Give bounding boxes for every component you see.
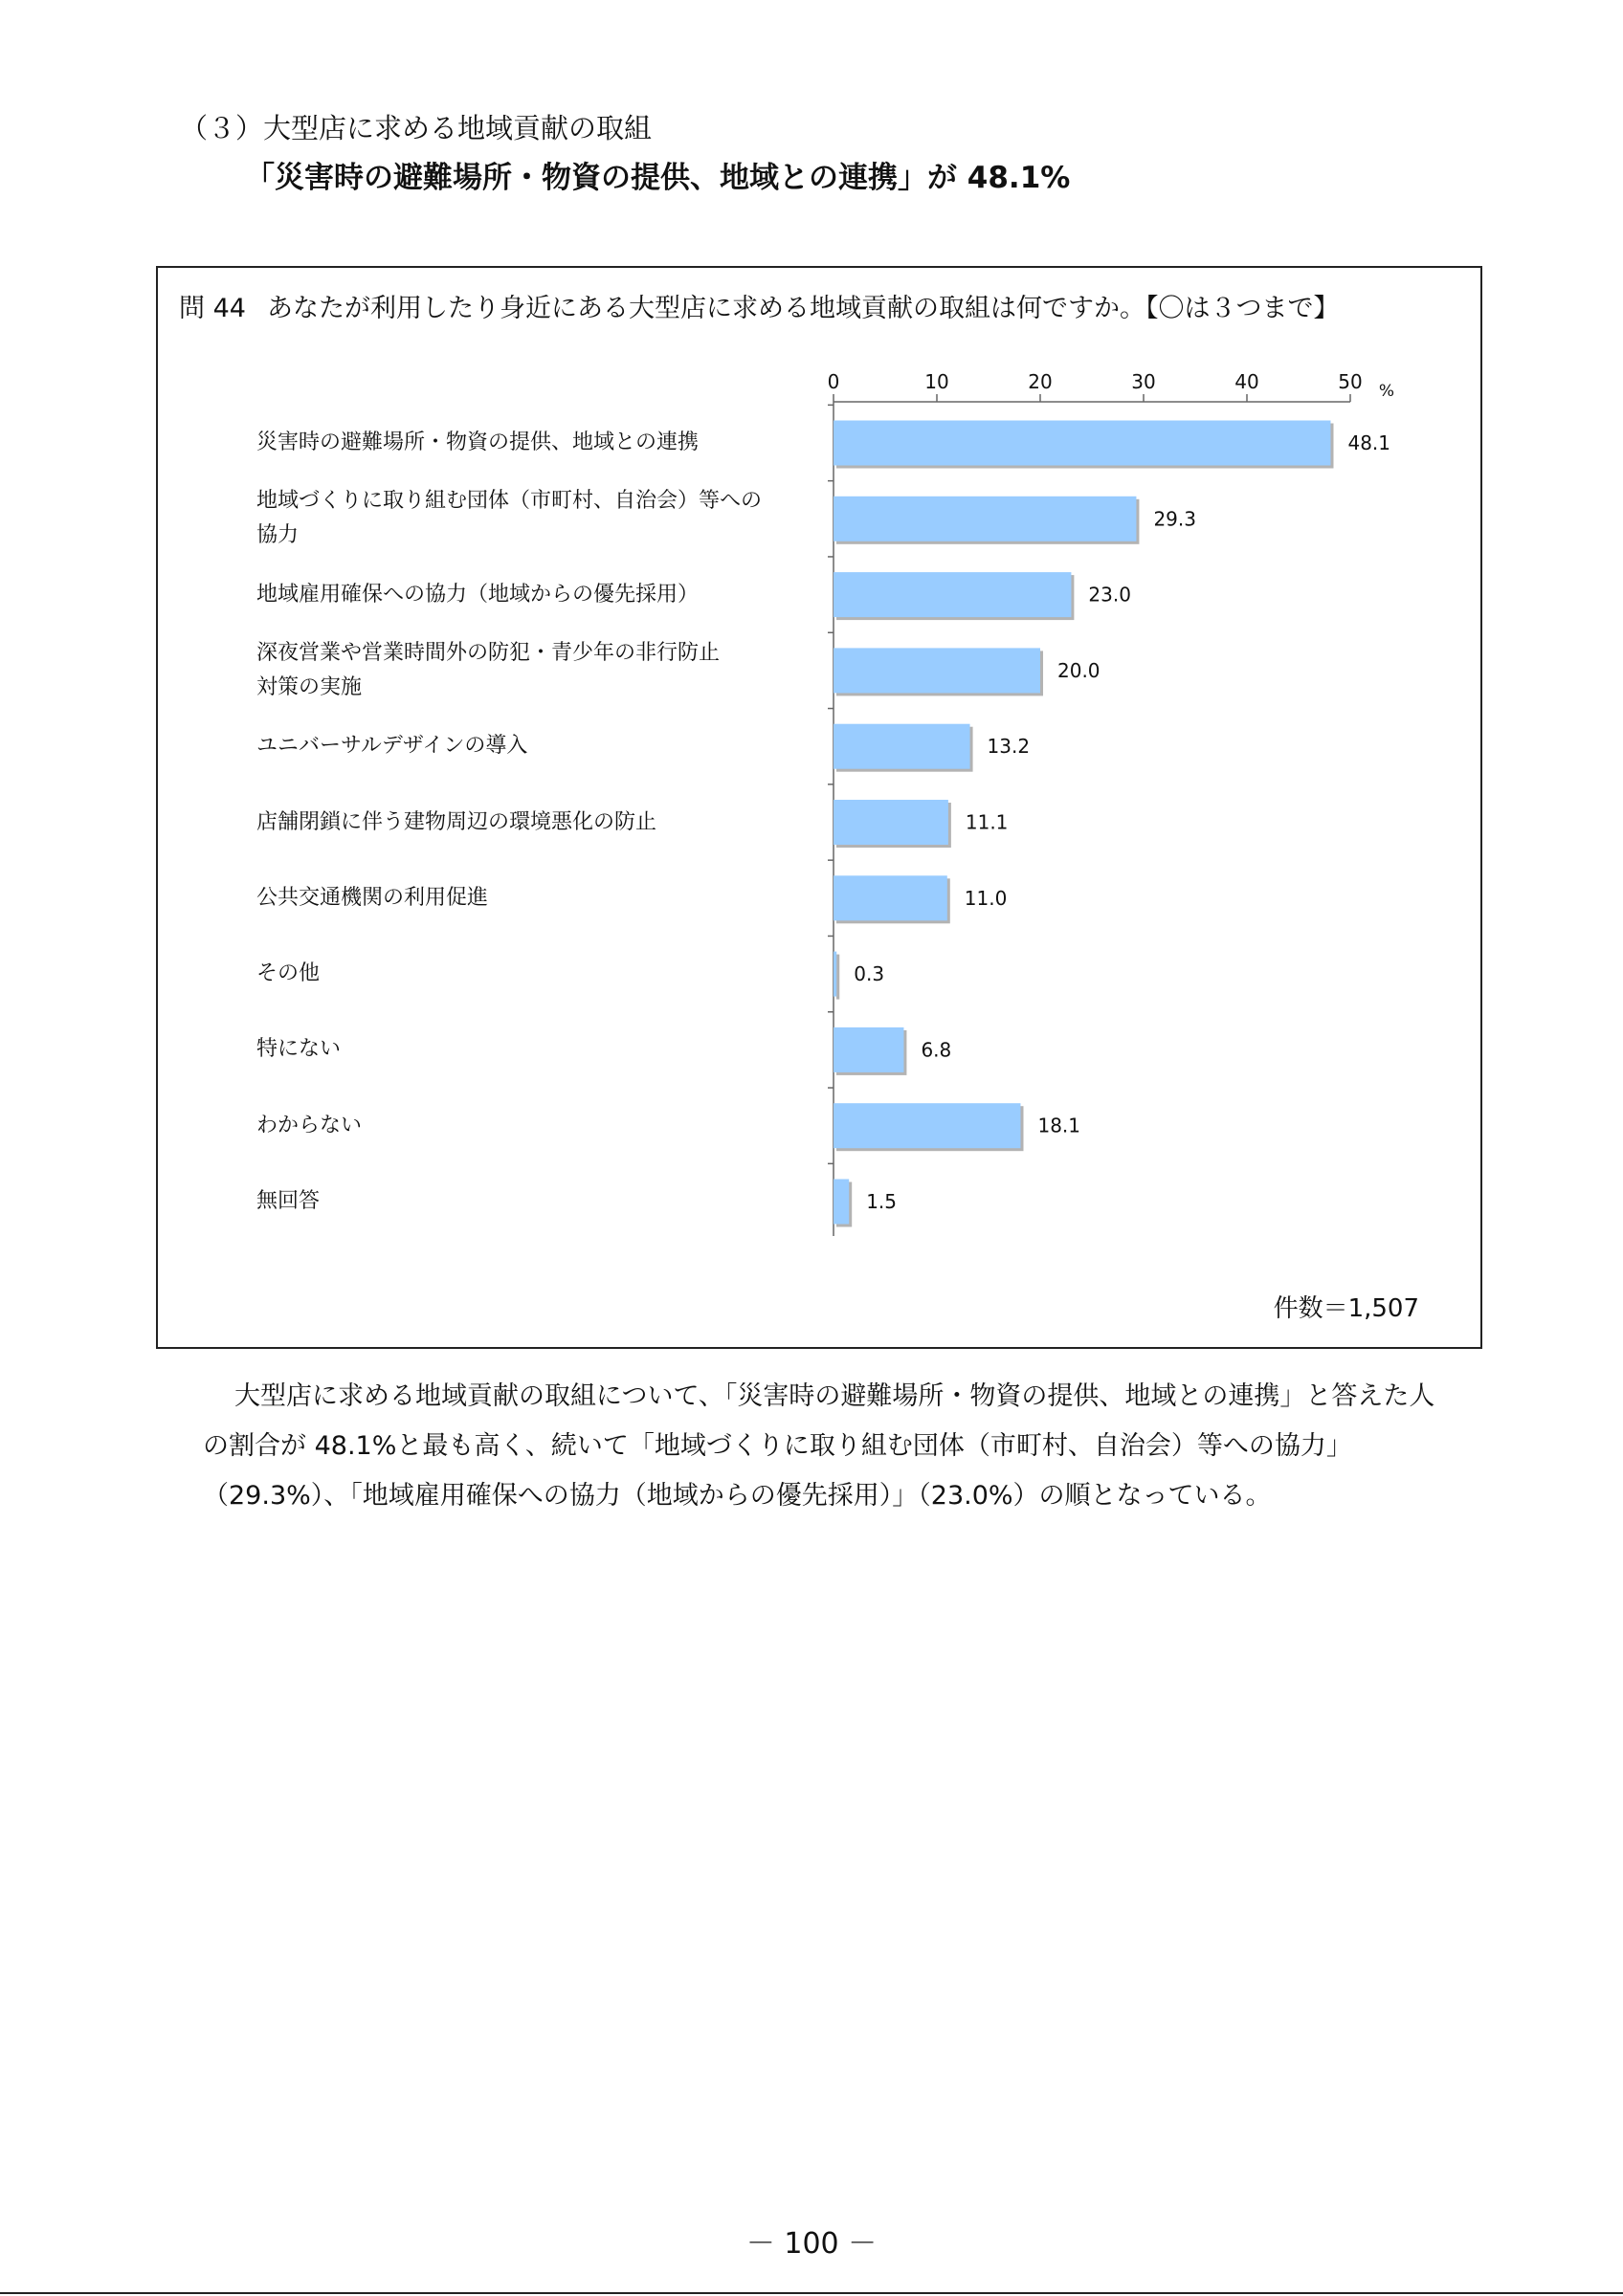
category-label-line: 店舗閉鎖に伴う建物周辺の環境悪化の防止	[256, 809, 657, 834]
bar	[834, 952, 836, 997]
value-label: 1.5	[866, 1190, 898, 1213]
headline: 「災害時の避難場所・物資の提供、地域との連携」が 48.1%	[245, 161, 1071, 195]
value-label: 29.3	[1153, 507, 1196, 531]
category-label-line: 協力	[256, 523, 300, 548]
sample-size: 件数＝1,507	[1273, 1294, 1419, 1323]
question-text: あなたが利用したり身近にある大型店に求める地域貢献の取組は何ですか。【〇は３つまで】	[266, 294, 1340, 323]
value-label: 48.1	[1347, 431, 1391, 454]
x-tick-label: 50	[1338, 370, 1363, 393]
bar	[834, 1103, 1020, 1148]
value-label: 13.2	[987, 735, 1031, 759]
value-label: 11.0	[964, 886, 1008, 910]
x-tick-label: 30	[1131, 370, 1156, 393]
category-label-line: 特にない	[256, 1037, 342, 1062]
bar	[834, 572, 1071, 617]
category-label-line: 地域雇用確保への協力（地域からの優先採用）	[256, 582, 700, 607]
bar	[834, 1027, 903, 1072]
bar-chart	[158, 268, 1480, 1347]
bar	[834, 421, 1330, 466]
category-label-line: 災害時の避難場所・物資の提供、地域との連携	[256, 430, 700, 454]
section-heading: （３）大型店に求める地域貢献の取組	[180, 112, 653, 144]
question-number: 問 44	[179, 294, 246, 323]
x-tick-label: 0	[827, 370, 840, 393]
category-label-line: 対策の実施	[256, 674, 363, 699]
body-paragraph: 大型店に求める地域貢献の取組について、「災害時の避難場所・物資の提供、地域との連携」と答えた人の割合が 48.1%と最も高く、続いて「地域づくりに取り組む団体（市町村、自治会）等への協力」（29.3%）、「地域雇用確保への協力（地域からの優先採用）」（23.0%）の順となっている。	[203, 1381, 1435, 1511]
x-tick-label: 40	[1234, 370, 1259, 393]
bar	[834, 875, 947, 920]
x-tick-label: 10	[924, 370, 949, 393]
category-label-line: ユニバーサルデザインの導入	[256, 734, 528, 759]
value-label: 11.1	[965, 810, 1009, 834]
category-label-line: 深夜営業や営業時間外の防犯・青少年の非行防止	[256, 640, 721, 665]
value-label: 23.0	[1088, 583, 1131, 607]
bar	[834, 800, 948, 845]
page-number: － 100 －	[745, 2227, 878, 2261]
x-unit-label: %	[1378, 382, 1395, 401]
bar	[834, 724, 970, 769]
value-label: 6.8	[921, 1038, 952, 1062]
category-label-line: 無回答	[256, 1189, 321, 1213]
value-label: 0.3	[854, 962, 885, 986]
bar	[834, 497, 1136, 541]
value-label: 20.0	[1057, 658, 1101, 682]
value-label: 18.1	[1037, 1114, 1081, 1137]
bottom-rule	[0, 2292, 1623, 2294]
bar	[834, 648, 1040, 693]
bar-shadow	[836, 955, 839, 1000]
category-label-line: 地域づくりに取り組む団体（市町村、自治会）等への	[256, 489, 763, 514]
category-label-line: わからない	[256, 1113, 363, 1137]
category-label-line: 公共交通機関の利用促進	[256, 885, 489, 910]
question-box	[156, 266, 1482, 1349]
x-tick-label: 20	[1028, 370, 1053, 393]
category-label-line: その他	[256, 961, 321, 986]
bar	[834, 1180, 849, 1225]
